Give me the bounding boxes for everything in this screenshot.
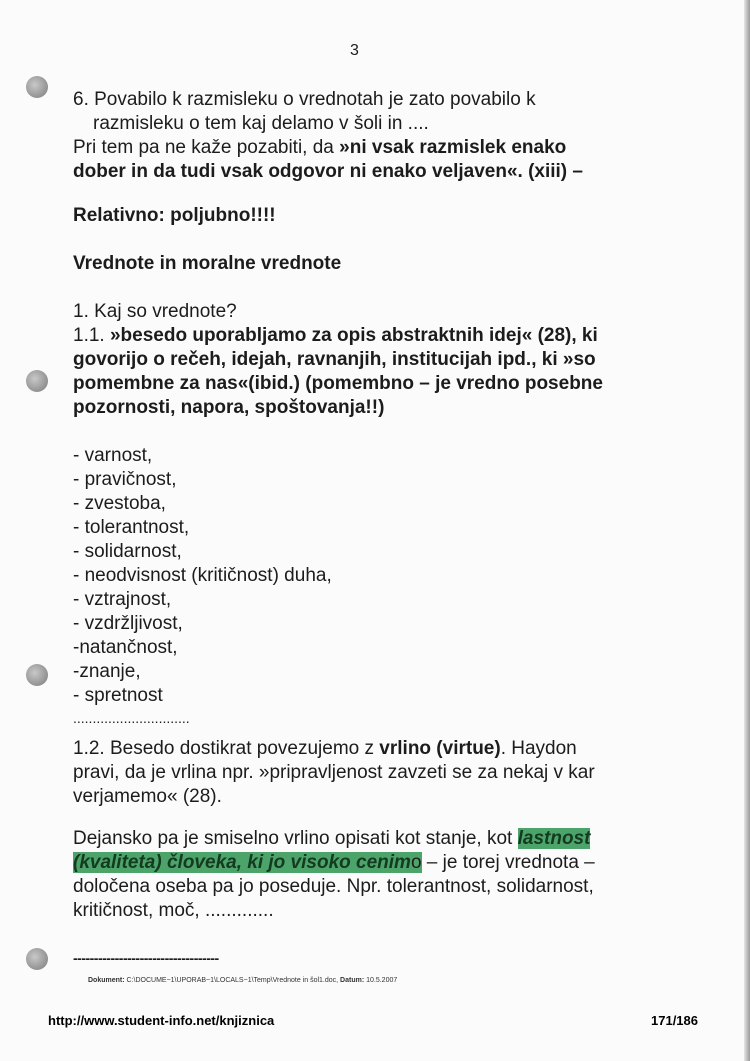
text-line: določena oseba pa jo poseduje. Npr. tolerantnost, solidarnost, — [73, 876, 594, 897]
text-line: pravi, da je vrlina npr. »pripravljenost zavzeti se za nekaj v kar — [73, 762, 595, 783]
bold-text: pomembne za nas«(ibid.) (pomembno – je vredno posebne — [73, 373, 603, 394]
list-item: - neodvisnost (kritičnost) duha, — [73, 565, 332, 586]
text: 1.2. Besedo dostikrat povezujemo z — [73, 738, 380, 759]
list-item: -znanje, — [73, 661, 141, 682]
page-number: 3 — [350, 42, 359, 59]
punch-hole — [26, 664, 48, 686]
footer-url[interactable]: http://www.student-info.net/knjiznica — [48, 1013, 275, 1028]
bold-text: »besedo uporabljamo za opis abstraktnih idej« (28), ki — [109, 325, 598, 346]
highlighted-text: lastnost — [517, 828, 591, 849]
text-line — [73, 827, 663, 851]
label: Dokument: — [88, 977, 125, 984]
list-item: - zvestoba, — [73, 493, 166, 514]
text-line — [73, 851, 663, 875]
text-line — [73, 324, 663, 348]
dashed-separator: ----------------------------------- — [73, 950, 219, 966]
item-6 — [73, 88, 663, 184]
punch-hole — [26, 370, 48, 392]
paragraph-dejansko — [73, 827, 663, 923]
list-item: - solidarnost, — [73, 541, 182, 562]
text: o — [410, 852, 422, 873]
list-item: - pravičnost, — [73, 469, 177, 490]
highlighted-text: (kvaliteta) človeka, ki jo visoko cenim — [73, 852, 411, 873]
date: 10.5.2007 — [364, 977, 398, 984]
text: . Haydon — [500, 738, 577, 759]
bold-text: pozornosti, napora, spoštovanja!!) — [73, 397, 385, 418]
list-item: - tolerantnost, — [73, 517, 190, 538]
list-item: - vztrajnost, — [73, 589, 172, 610]
section-heading: Vrednote in moralne vrednote — [73, 253, 342, 274]
punch-hole — [26, 76, 48, 98]
document-info — [88, 977, 397, 984]
punch-hole — [26, 948, 48, 970]
list-item: - varnost, — [73, 445, 153, 466]
text-line: verjamemo« (28). — [73, 786, 222, 807]
text: Dejansko pa je smiselno vrlino opisati kot stanje, kot — [73, 828, 518, 849]
paragraph-1-1 — [73, 324, 663, 420]
bold-text: govorijo o rečeh, idejah, ravnanjih, institucijah ipd., ki »so — [73, 349, 596, 370]
doc-path: C:\DOCUME~1\UPORAB~1\LOCALS~1\Temp\Vrednote in šol1.doc, — [124, 977, 339, 984]
text-line: razmisleku o tem kaj delamo v šoli in .... — [93, 113, 429, 134]
values-list — [73, 444, 663, 728]
list-item: -natančnost, — [73, 637, 178, 658]
bold-text: dober in da tudi vsak odgovor ni enako veljaven«. (xiii) – — [73, 161, 583, 182]
scan-edge-shadow — [744, 0, 750, 1061]
label: Datum: — [338, 977, 365, 984]
text-line: kritičnost, moč, ............. — [73, 900, 274, 921]
footer-page-count: 171/186 — [651, 1013, 698, 1028]
bold-text: »ni vsak razmislek enako — [339, 137, 567, 158]
paragraph-1-2 — [73, 737, 663, 809]
text-line: 6. Povabilo k razmisleku o vrednotah je zato povabilo k — [73, 89, 536, 110]
text: Pri tem pa ne kaže pozabiti, da — [73, 137, 340, 158]
text-line — [73, 136, 663, 160]
list-item: - spretnost — [73, 685, 163, 706]
text: – je torej vrednota – — [421, 852, 595, 873]
text-line — [73, 737, 663, 761]
bold-text: vrlino (virtue) — [379, 738, 501, 759]
dotted-line: .............................. — [73, 710, 190, 726]
list-item: - vzdržljivost, — [73, 613, 183, 634]
relativno-line: Relativno: poljubno!!!! — [73, 205, 276, 226]
number: 1.1. — [73, 325, 110, 346]
question-1: 1. Kaj so vrednote? — [73, 301, 237, 322]
